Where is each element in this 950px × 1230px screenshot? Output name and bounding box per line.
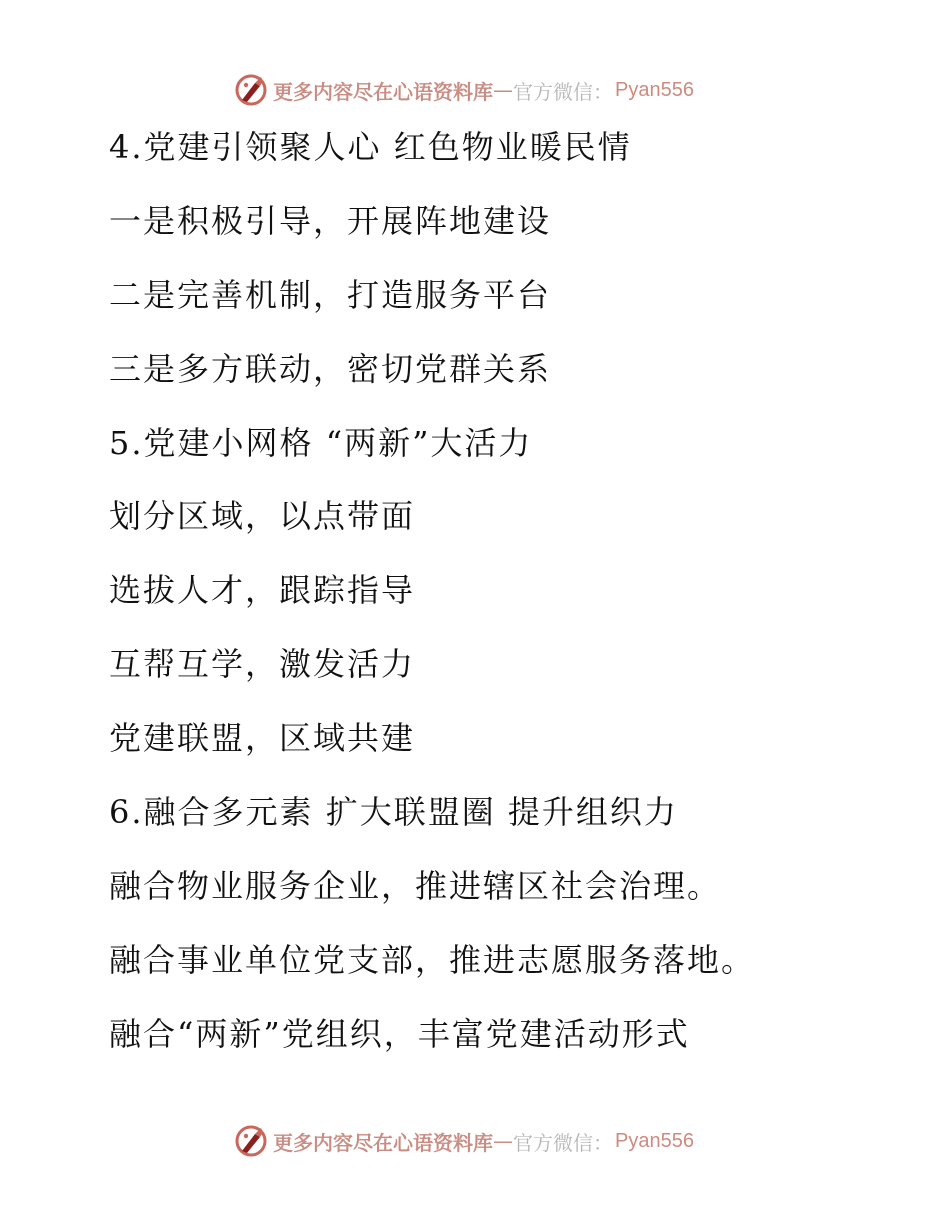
- watermark-brand-text: 更多内容尽在心语资料库: [273, 1130, 493, 1155]
- watermark-wechat-label: 官方微信：: [513, 79, 613, 104]
- body-line: 党建联盟，区域共建: [109, 719, 416, 758]
- section-heading-6: 6.融合多元素 扩大联盟圈 提升组织力: [109, 793, 678, 832]
- body-line: 三是多方联动，密切党群关系: [109, 349, 552, 388]
- body-line: 选拔人才，跟踪指导: [109, 571, 416, 610]
- section-heading-4: 4.党建引领聚人心 红色物业暖民情: [109, 128, 632, 166]
- body-line: 融合“两新”党组织，丰富党建活动形式: [109, 1014, 690, 1053]
- body-line: 融合事业单位党支部，推进志愿服务落地。: [109, 940, 756, 979]
- body-line: 互帮互学，激发活力: [109, 645, 416, 684]
- body-line: 融合物业服务企业，推进辖区社会治理。: [109, 866, 722, 905]
- header-watermark: [234, 73, 694, 107]
- quill-pen-logo-icon: [234, 1124, 268, 1158]
- section-heading-5: 5.党建小网格 “两新”大活力: [109, 423, 533, 462]
- body-line: 二是完善机制，打造服务平台: [109, 275, 552, 314]
- watermark-wechat-id: Pyan556: [615, 78, 694, 101]
- quill-pen-logo-icon: [234, 73, 268, 107]
- watermark-separator: —: [493, 1129, 513, 1153]
- document-body: [109, 121, 929, 1082]
- watermark-wechat-label: 官方微信：: [513, 1130, 613, 1155]
- body-line: 一是积极引导，开展阵地建设: [109, 201, 552, 240]
- footer-watermark: [234, 1124, 694, 1158]
- watermark-separator: —: [493, 78, 513, 102]
- body-line: 划分区域，以点带面: [109, 497, 416, 536]
- watermark-wechat-id: Pyan556: [615, 1129, 694, 1152]
- watermark-brand-text: 更多内容尽在心语资料库: [273, 79, 493, 104]
